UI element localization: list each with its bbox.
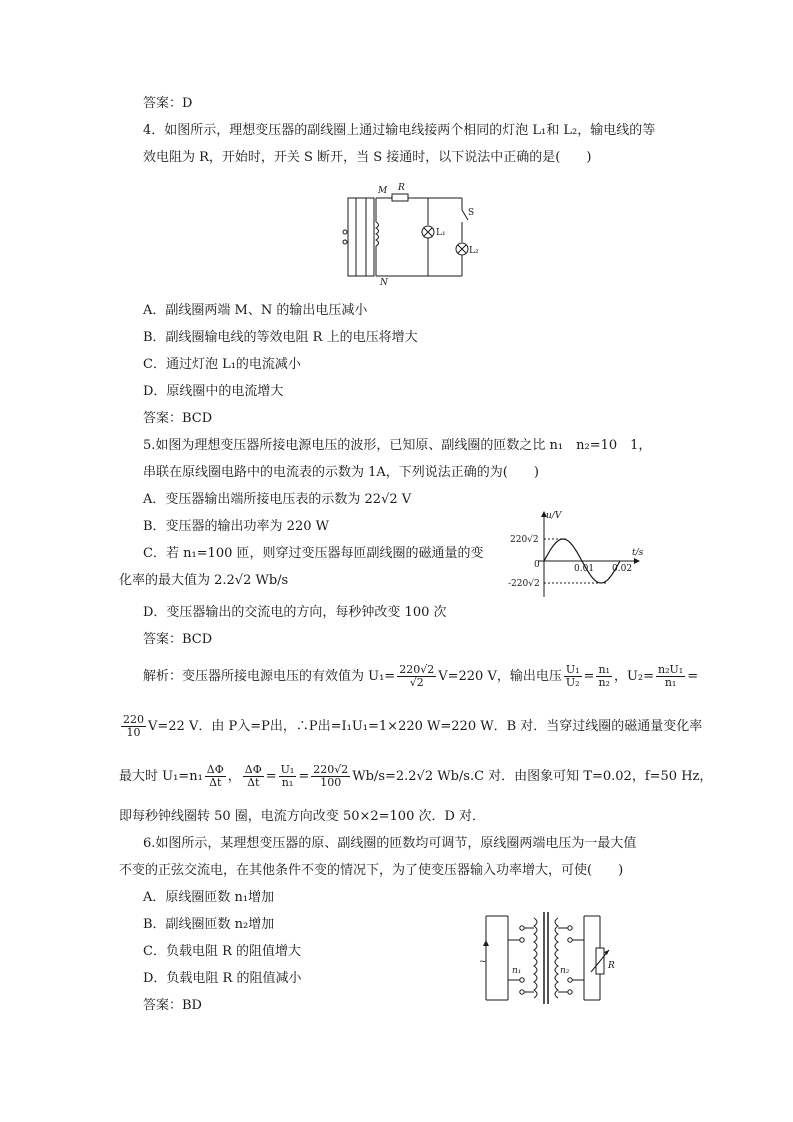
q6-stem-line-1: 6.如图所示，某理想变压器的原、副线圈的匝数均可调节，原线圈两端电压为一最大值	[143, 836, 637, 851]
fraction-numerator: U₁	[280, 763, 295, 776]
label-m: M	[378, 186, 388, 196]
x-tick-0-02: 0.02	[612, 564, 633, 574]
q6-transformer-figure	[478, 908, 618, 1006]
analysis-text: ，U₂=	[613, 669, 654, 684]
q5-analysis-line-1	[143, 662, 698, 692]
fraction	[279, 764, 297, 789]
analysis-text: V=220 V，输出电压	[438, 669, 562, 684]
analysis-text: Wb/s=2.2√2 Wb/s.C 对．由图象可知 T=0.02，f=50 Hz，	[352, 769, 713, 784]
q4-option-c: C．通过灯泡 L₁的电流减小	[143, 357, 301, 372]
q5-option-c-line-1: C．若 n₁=100 匝，则穿过变压器每匝副线圈的磁通量的变	[143, 546, 484, 561]
q5-option-c-line-2: 化率的最大值为 2.2√2 Wb/s	[119, 573, 289, 588]
q6-option-c: C．负载电阻 R 的阻值增大	[143, 944, 301, 959]
label-s: S	[468, 208, 475, 218]
fraction	[243, 764, 264, 789]
fraction-denominator: Δt	[209, 776, 222, 789]
q4-circuit-diagram	[340, 180, 490, 285]
fraction	[205, 764, 226, 789]
analysis-text: 解析：变压器所接电源电压的有效值为 U₁=	[143, 669, 396, 684]
fraction	[397, 664, 436, 689]
fraction-denominator: √2	[409, 676, 424, 689]
q5-waveform-figure	[508, 505, 648, 600]
label-n: N	[380, 278, 388, 285]
fraction-denominator: n₂	[598, 676, 610, 689]
fraction-numerator: 220√2	[399, 663, 435, 676]
y-tick-zero: 0	[534, 560, 540, 570]
q5-option-a: A．变压器输出端所接电压表的示数为 22√2 V	[143, 492, 412, 507]
fraction	[311, 764, 350, 789]
q5-option-d: D．变压器输出的交流电的方向，每秒钟改变 100 次	[143, 605, 447, 620]
label-l2: L₂	[469, 246, 479, 256]
q4-stem-line-2: 效电阻为 R，开始时，开关 S 断开，当 S 接通时，以下说法中正确的是( )	[143, 150, 592, 165]
q5-waveform-graph	[508, 505, 648, 600]
analysis-text: =	[687, 669, 699, 684]
analysis-text: V=22 V．由 P入=P出，∴P出=I₁U₁=1×220 W=220 W．B 对．当穿过线圈的磁通量变化率	[148, 719, 703, 734]
label-n1: n₁	[512, 966, 522, 976]
y-tick-max: 220√2	[510, 535, 539, 545]
q6-option-a: A．原线圈匝数 n₁增加	[143, 890, 275, 905]
y-tick-min: -220√2	[508, 579, 540, 589]
fraction	[656, 664, 685, 689]
q5-analysis-line-2	[119, 712, 702, 742]
previous-answer: 答案：D	[143, 96, 193, 111]
label-r: R	[398, 183, 405, 193]
fraction-numerator: ΔΦ	[244, 763, 262, 776]
q5-stem-line-1: 5.如图为理想变压器所接电源电压的波形，已知原、副线圈的匝数之比 n₁ n₂=10 1，	[143, 438, 652, 453]
label-r: R	[608, 961, 615, 971]
q5-analysis-line-4: 即每秒钟线圈转 50 圈，电流方向改变 50×2=100 次．D 对．	[119, 809, 486, 824]
ac-source-symbol: ~	[479, 957, 487, 967]
fraction-numerator: n₂U₁	[658, 663, 684, 676]
x-tick-0-01: 0.01	[574, 564, 595, 574]
fraction	[121, 714, 146, 739]
fraction-numerator: U₁	[565, 663, 580, 676]
q4-option-d: D．原线圈中的电流增大	[143, 384, 284, 399]
fraction-denominator: 10	[126, 726, 141, 739]
q6-answer: 答案：BD	[143, 998, 202, 1013]
label-n2: n₂	[560, 966, 570, 976]
fraction-numerator: n₁	[598, 663, 610, 676]
fraction	[564, 664, 582, 689]
fraction-denominator: Δt	[247, 776, 260, 789]
analysis-text: ，	[227, 769, 241, 784]
fraction-denominator: n₁	[281, 776, 294, 789]
analysis-text: 最大时 U₁=n₁	[119, 769, 203, 784]
q5-stem-line-2: 串联在原线圈电路中的电流表的示数为 1A，下列说法正确的为( )	[143, 465, 539, 480]
q5-analysis-line-3	[119, 762, 712, 792]
fraction-denominator: n₁	[664, 676, 677, 689]
q5-answer: 答案：BCD	[143, 632, 213, 647]
fraction-denominator: 100	[320, 776, 342, 789]
x-axis-label: t/s	[632, 548, 644, 558]
label-l1: L₁	[436, 228, 446, 238]
q6-option-b: B．副线圈匝数 n₂增加	[143, 917, 275, 932]
q6-stem-line-2: 不变的正弦交流电，在其他条件不变的情况下，为了使变压器输入功率增大，可使( )	[119, 863, 624, 878]
fraction-denominator: U₂	[565, 676, 580, 689]
q6-option-d: D．负载电阻 R 的阻值减小	[143, 971, 302, 986]
fraction-numerator: 220	[123, 713, 144, 726]
fraction-numerator: 220√2	[313, 763, 349, 776]
q5-option-b: B．变压器的输出功率为 220 W	[143, 519, 329, 534]
q4-circuit-figure	[340, 180, 490, 285]
q4-answer: 答案：BCD	[143, 411, 213, 426]
fraction-numerator: ΔΦ	[206, 763, 224, 776]
q4-option-a: A．副线圈两端 M、N 的输出电压减小	[143, 303, 368, 318]
q4-stem-line-1: 4．如图所示，理想变压器的副线圈上通过输电线接两个相同的灯泡 L₁和 L₂，输电线的等	[143, 123, 656, 138]
q6-transformer-diagram	[478, 908, 618, 1006]
analysis-text: =	[583, 669, 595, 684]
analysis-text: =	[298, 769, 310, 784]
fraction	[596, 664, 612, 689]
analysis-text: =	[265, 769, 277, 784]
y-axis-label: u/V	[546, 511, 562, 521]
q4-option-b: B．副线圈输电线的等效电阻 R 上的电压将增大	[143, 330, 418, 345]
